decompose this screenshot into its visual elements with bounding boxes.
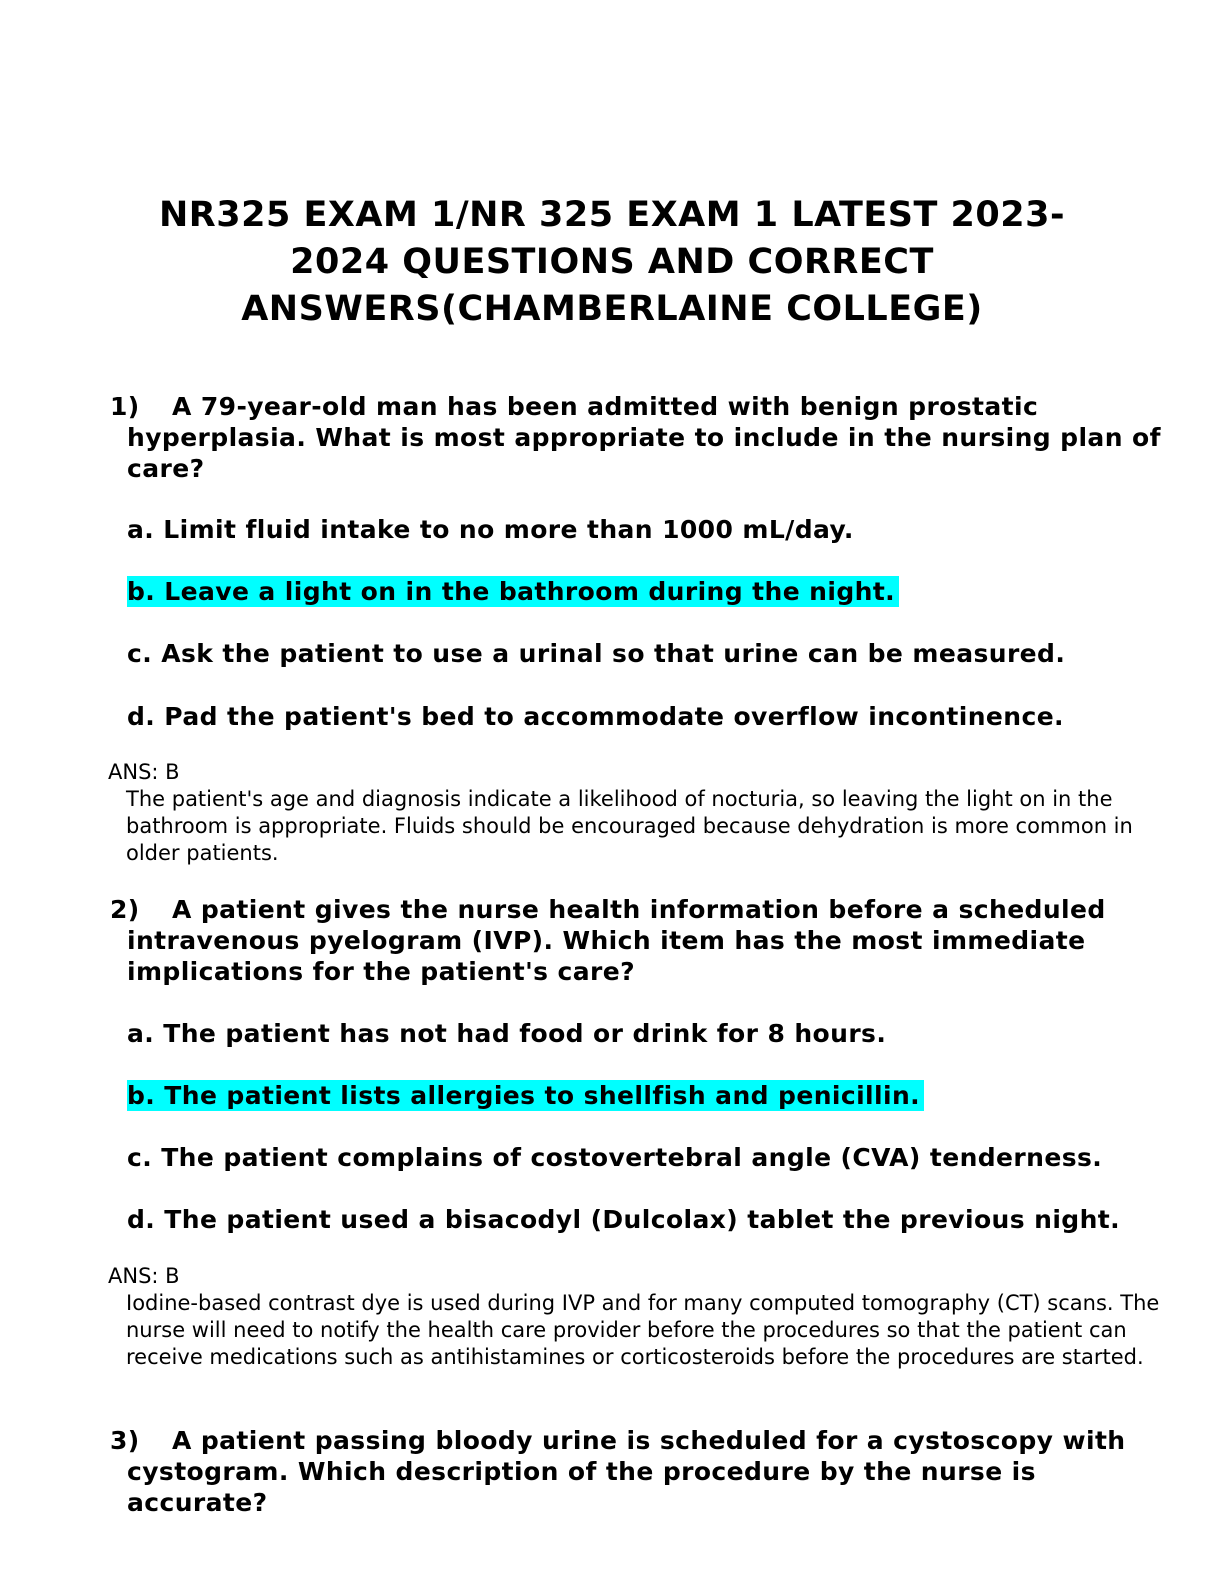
- question-1: [110, 391, 1180, 484]
- question-1-option-c: c. Ask the patient to use a urinal so that urine can be measured.: [127, 639, 1066, 668]
- question-2-option-b-highlighted: b. The patient lists allergies to shellfish and penicillin.: [127, 1080, 924, 1111]
- question-2-option-a: a. The patient has not had food or drink for 8 hours.: [127, 1019, 887, 1048]
- question-2-option-c: c. The patient complains of costovertebral angle (CVA) tenderness.: [127, 1143, 1103, 1172]
- question-1-stem: [110, 391, 1180, 484]
- question-1-answer: ANS: B: [108, 760, 180, 784]
- question-1-rationale: The patient's age and diagnosis indicate a likelihood of nocturia, so leaving the light on in the bathroom is appropriate. Fluids should be encouraged because dehydration is more common in older patients.: [126, 787, 1133, 865]
- question-3-number: 3): [110, 1426, 140, 1455]
- question-1-option-a: a. Limit fluid intake to no more than 1000 mL/day.: [127, 515, 854, 544]
- question-2: [110, 894, 1180, 987]
- question-3-text: A patient passing bloody urine is scheduled for a cystoscopy with cystogram. Which description of the procedure by the nurse is accurate?: [127, 1426, 1126, 1517]
- question-2-stem: [110, 894, 1180, 987]
- question-1-text: A 79-year-old man has been admitted with benign prostatic hyperplasia. What is most appropriate to include in the nursing plan of care?: [127, 392, 1161, 483]
- question-1-number: 1): [110, 392, 140, 421]
- question-2-answer: ANS: B: [108, 1264, 180, 1288]
- question-2-rationale: Iodine-based contrast dye is used during IVP and for many computed tomography (CT) scans. The nurse will need to notify the health care provider before the procedures so that the patient can receive medications such as antihistamines or corticosteroids before the procedures are started.: [126, 1291, 1160, 1369]
- question-1-option-d: d. Pad the patient's bed to accommodate overflow incontinence.: [127, 702, 1064, 731]
- question-1-option-b-highlighted: b. Leave a light on in the bathroom during the night.: [127, 576, 899, 607]
- document-title: NR325 EXAM 1/NR 325 EXAM 1 LATEST 2023-2024 QUESTIONS AND CORRECT ANSWERS(CHAMBERLAINE COLLEGE): [159, 195, 1065, 329]
- question-2-option-d: d. The patient used a bisacodyl (Dulcolax) tablet the previous night.: [127, 1205, 1121, 1234]
- question-3: [110, 1425, 1180, 1518]
- question-3-stem: [110, 1425, 1180, 1518]
- question-2-text: A patient gives the nurse health information before a scheduled intravenous pyelogram (IVP). Which item has the most immediate implications for the patient's care?: [127, 895, 1106, 986]
- question-2-number: 2): [110, 895, 140, 924]
